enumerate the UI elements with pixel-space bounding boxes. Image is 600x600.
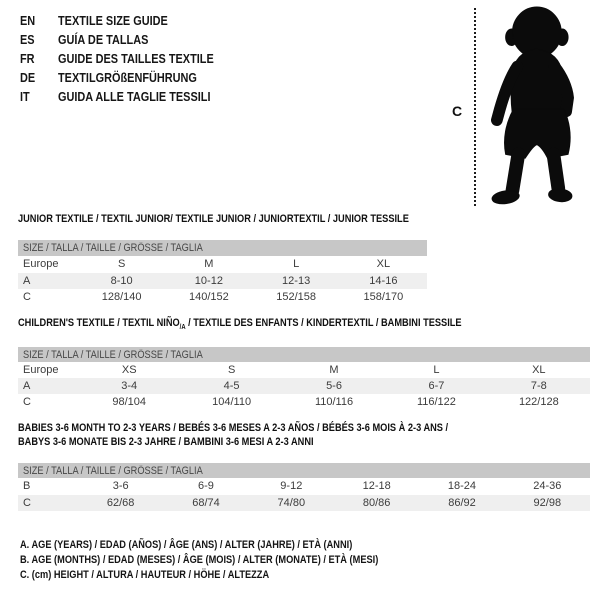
row-label: Europe [23, 258, 59, 271]
footnote-text: A. AGE (YEARS) / EDAD (AÑOS) / ÂGE (ANS) / ALTER (JAHRE) / ETÀ (ANNI) [20, 539, 353, 551]
table-title-text: BABIES 3-6 MONTH TO 2-3 YEARS / BEBÉS 3-6 MESES A 2-3 AÑOS / BÉBÉS 3-6 MOIS À 2-3 ANS / [18, 422, 449, 434]
baby-silhouette-icon [482, 6, 580, 206]
size-cell: 14-16 [369, 274, 398, 287]
size-cell: S [227, 364, 236, 376]
size-cell: 6-9 [198, 480, 214, 493]
row-label: Europe [23, 364, 59, 376]
row-label: B [23, 480, 31, 493]
height-measure-label: C [452, 103, 463, 119]
language-label: GUÍA DE TALLAS [58, 32, 149, 47]
table-row [18, 394, 590, 410]
size-cell: 122/128 [518, 396, 559, 408]
baby-figure [445, 0, 600, 215]
table-row [18, 495, 590, 512]
table-title-text: BABYS 3-6 MONATE BIS 2-3 JAHRE / BAMBINI 3-6 MESI A 2-3 ANNI [18, 436, 314, 448]
size-cell: 24-36 [533, 480, 562, 493]
size-cell: 12-18 [362, 480, 391, 493]
size-cell: M [329, 364, 339, 376]
size-cell: 5-6 [326, 380, 342, 392]
size-cell: 4-5 [223, 380, 240, 392]
language-row [20, 68, 243, 87]
footnote-line [20, 553, 447, 568]
table-title [18, 316, 590, 330]
size-cell: 80/86 [362, 496, 391, 509]
size-cell: 104/110 [212, 396, 252, 408]
table-row [18, 478, 590, 495]
language-label: TEXTILE SIZE GUIDE [58, 13, 168, 28]
size-cell: 140/152 [188, 291, 229, 304]
row-label: C [23, 291, 31, 304]
size-table [18, 316, 590, 410]
table-row [18, 289, 427, 306]
size-cell: L [293, 258, 300, 271]
footnotes [20, 538, 447, 583]
table-title-line [18, 435, 590, 449]
size-cell: 7-8 [530, 380, 547, 392]
size-header-text: SIZE / TALLA / TAILLE / GRÖSSE / TAGLIA [23, 348, 203, 361]
language-code: ES [20, 32, 35, 47]
table-row [18, 256, 427, 273]
size-header-text: SIZE / TALLA / TAILLE / GRÖSSE / TAGLIA [23, 242, 203, 254]
language-code: IT [20, 89, 30, 104]
language-row [20, 30, 243, 49]
size-cell: 62/68 [106, 496, 135, 509]
size-cell: 92/98 [533, 496, 562, 509]
language-code: DE [20, 70, 36, 85]
table-title-line [18, 212, 427, 226]
size-cell: 3-4 [121, 380, 138, 392]
size-cell: M [204, 258, 214, 271]
size-table [18, 421, 590, 511]
size-cell: S [117, 258, 126, 271]
size-cell: 18-24 [447, 480, 477, 493]
size-cell: 116/122 [416, 396, 456, 408]
size-cell: 86/92 [448, 496, 476, 509]
language-row [20, 49, 243, 68]
size-cell: XL [376, 258, 391, 271]
size-cell: L [433, 364, 440, 376]
language-label: GUIDE DES TAILLES TEXTILE [58, 51, 214, 66]
size-header-bar [18, 463, 590, 478]
language-label: TEXTILGRÖßENFÜHRUNG [58, 70, 197, 85]
size-cell: 74/80 [277, 496, 306, 509]
size-header-text: SIZE / TALLA / TAILLE / GRÖSSE / TAGLIA [23, 464, 203, 477]
size-cell: 3-6 [112, 480, 129, 493]
table-title-text: JUNIOR TEXTILE / TEXTIL JUNIOR/ TEXTILE JUNIOR / JUNIORTEXTIL / JUNIOR TESSILE [18, 213, 409, 225]
size-cell: 98/104 [112, 396, 147, 408]
table-row [18, 362, 590, 378]
size-cell: 12-13 [282, 274, 311, 287]
size-header-bar [18, 240, 427, 256]
footnote-text: B. AGE (MONTHS) / EDAD (MESES) / ÂGE (MOIS) / ALTER (MONATE) / ETÀ (MESI) [20, 554, 379, 566]
row-label: A [23, 380, 31, 392]
table-title-line [18, 421, 590, 435]
footnote-line [20, 568, 447, 583]
size-cell: XL [532, 364, 546, 376]
size-cell: 10-12 [194, 274, 223, 287]
size-cell: 6-7 [428, 380, 445, 392]
size-cell: 152/158 [276, 291, 316, 304]
table-title [18, 212, 427, 226]
language-row [20, 11, 243, 30]
language-label: GUIDA ALLE TAGLIE TESSILI [58, 89, 211, 104]
table-title-text: CHILDREN'S TEXTILE / TEXTIL $NIÑO_{/A}$ / TEXTILE DES ENFANTS / KINDERTEXTIL / BAMBINI TESSILE [18, 317, 462, 332]
size-cell: 8-10 [110, 274, 133, 287]
language-code: FR [20, 51, 35, 66]
row-label: A [23, 274, 31, 287]
size-cell: 158/170 [363, 291, 404, 304]
table-title [18, 421, 590, 449]
size-header-bar [18, 347, 590, 362]
size-cell: 9-12 [280, 480, 303, 493]
table-row [18, 378, 590, 394]
language-row [20, 87, 243, 106]
height-measure-line [474, 8, 476, 206]
size-cell: 68/74 [192, 496, 220, 509]
table-row [18, 273, 427, 290]
language-code: EN [20, 13, 36, 28]
language-list [20, 11, 243, 106]
footnote-line [20, 538, 447, 553]
size-cell: XS [121, 364, 137, 376]
row-label: C [23, 396, 31, 408]
size-cell: 128/140 [101, 291, 142, 304]
row-label: C [23, 496, 31, 509]
size-cell: 110/116 [314, 396, 354, 408]
table-title-line [18, 316, 590, 330]
size-table [18, 212, 427, 306]
footnote-text: C. (cm) HEIGHT / ALTURA / HAUTEUR / HÖHE / ALTEZZA [20, 569, 270, 581]
